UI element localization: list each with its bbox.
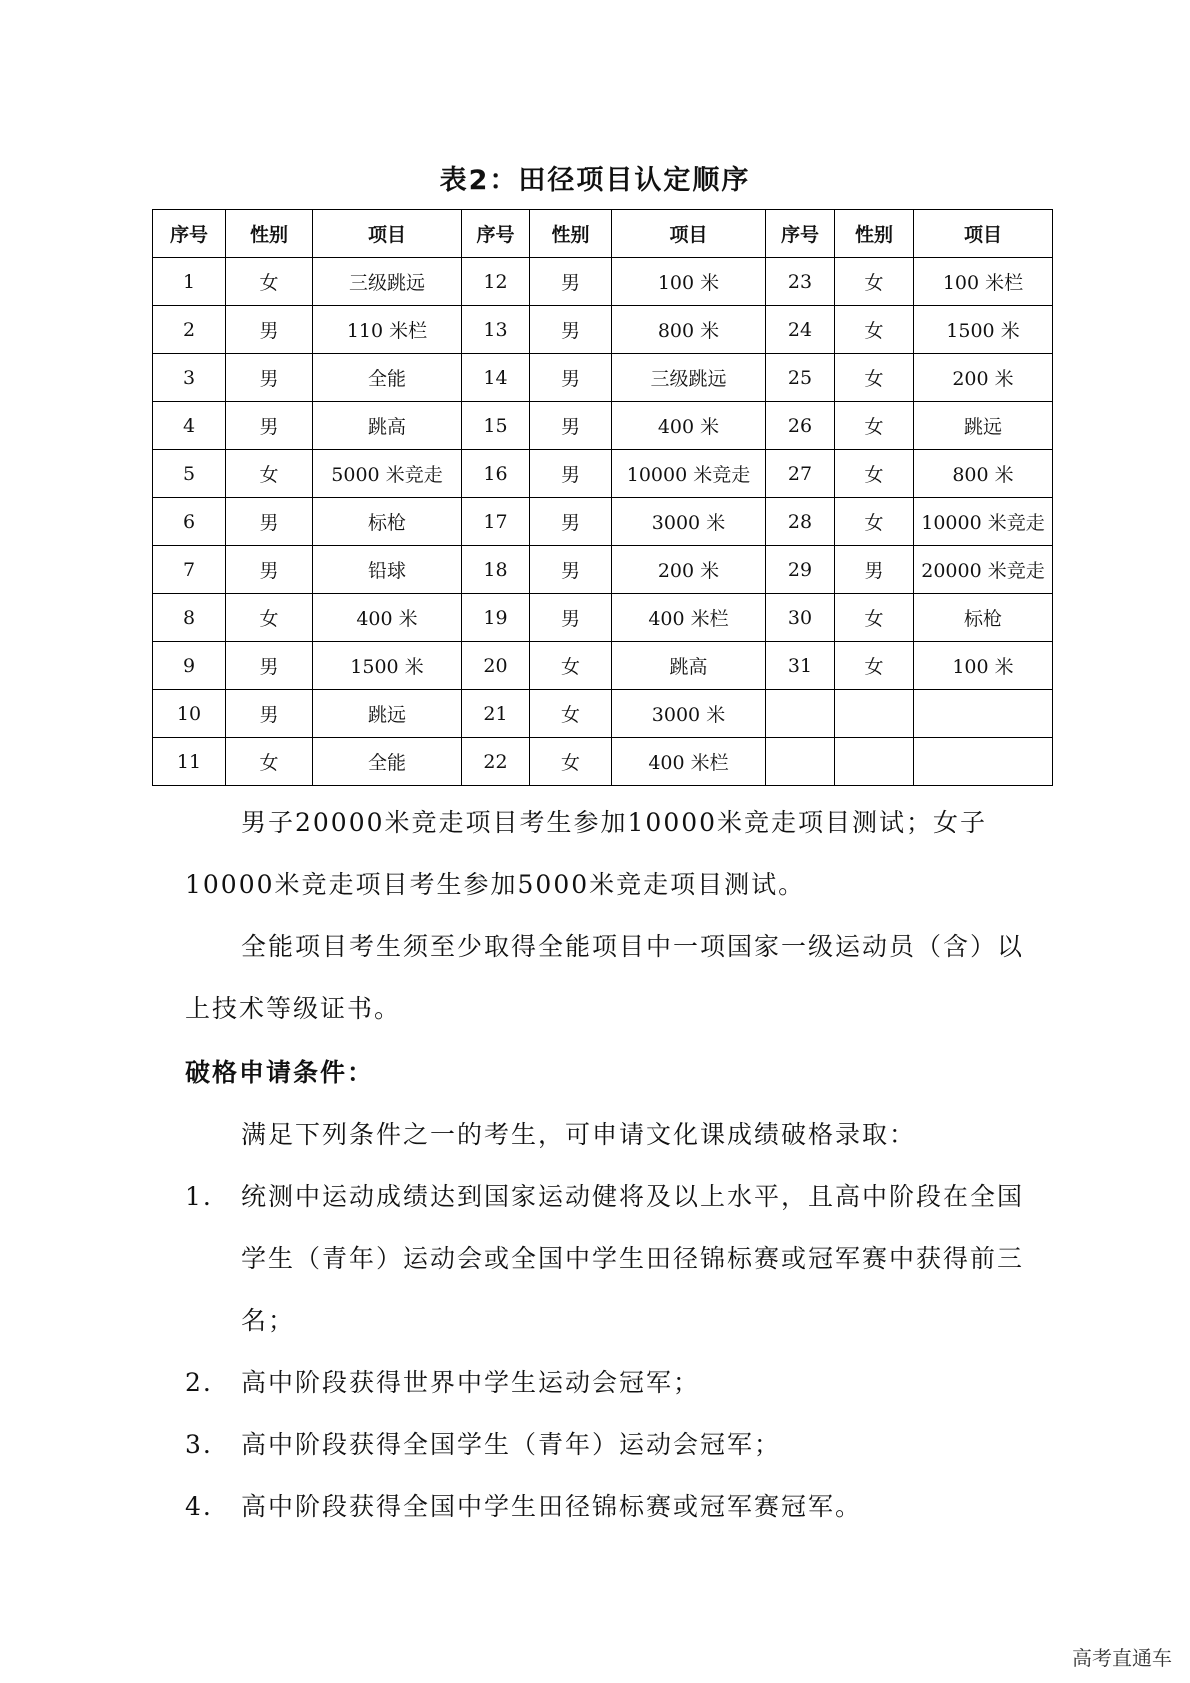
table-cell: 16 bbox=[462, 450, 530, 498]
table-row bbox=[153, 594, 1053, 642]
table-cell: 男 bbox=[226, 498, 313, 546]
list-text: 高中阶段获得全国中学生田径锦标赛或冠军赛冠军。 bbox=[241, 1492, 863, 1521]
table-cell: 6 bbox=[153, 498, 226, 546]
table-cell: 女 bbox=[226, 450, 313, 498]
table-title: 表2：田径项目认定顺序 bbox=[439, 165, 751, 196]
table-cell: 女 bbox=[835, 402, 914, 450]
table-cell: 25 bbox=[766, 354, 835, 402]
table-cell: 400 米 bbox=[612, 402, 766, 450]
table-cell: 男 bbox=[226, 690, 313, 738]
table-cell: 11 bbox=[153, 738, 226, 786]
table-cell: 1500 米 bbox=[313, 642, 462, 690]
table-cell: 女 bbox=[835, 498, 914, 546]
table-cell: 22 bbox=[462, 738, 530, 786]
table-cell: 400 米栏 bbox=[612, 738, 766, 786]
list-number: 2. bbox=[185, 1368, 213, 1397]
table-cell: 1 bbox=[153, 258, 226, 306]
table-cell: 5 bbox=[153, 450, 226, 498]
event-ranking-table bbox=[152, 209, 1053, 786]
table-cell: 男 bbox=[226, 546, 313, 594]
table-header-cell: 性别 bbox=[835, 210, 914, 258]
table-cell: 铅球 bbox=[313, 546, 462, 594]
table-cell: 26 bbox=[766, 402, 835, 450]
table-cell: 女 bbox=[835, 642, 914, 690]
table-cell: 18 bbox=[462, 546, 530, 594]
table-cell: 女 bbox=[835, 306, 914, 354]
table-cell: 13 bbox=[462, 306, 530, 354]
table-cell: 100 米栏 bbox=[914, 258, 1053, 306]
table-cell: 20000 米竞走 bbox=[914, 546, 1053, 594]
condition-item-2 bbox=[185, 1352, 1025, 1414]
table-cell: 跳高 bbox=[313, 402, 462, 450]
table-cell: 女 bbox=[226, 594, 313, 642]
exception-heading: 破格申请条件： bbox=[185, 1058, 375, 1087]
table-cell: 4 bbox=[153, 402, 226, 450]
table-cell: 男 bbox=[530, 354, 612, 402]
table-cell: 400 米栏 bbox=[612, 594, 766, 642]
exception-intro: 满足下列条件之一的考生，可申请文化课成绩破格录取： bbox=[241, 1120, 917, 1149]
table-cell: 27 bbox=[766, 450, 835, 498]
condition-item-4 bbox=[185, 1476, 1025, 1538]
table-cell: 女 bbox=[835, 594, 914, 642]
table-header-cell: 序号 bbox=[462, 210, 530, 258]
table-cell: 女 bbox=[226, 258, 313, 306]
table-cell: 110 米栏 bbox=[313, 306, 462, 354]
list-text: 统测中运动成绩达到国家运动健将及以上水平，且高中阶段在全国学生（青年）运动会或全国中学生田径锦标赛或冠军赛中获得前三名； bbox=[241, 1182, 1025, 1335]
table-cell: 15 bbox=[462, 402, 530, 450]
table-header-cell: 性别 bbox=[226, 210, 313, 258]
table-cell: 12 bbox=[462, 258, 530, 306]
table-header-cell: 性别 bbox=[530, 210, 612, 258]
table-cell: 100 米 bbox=[612, 258, 766, 306]
table-row bbox=[153, 690, 1053, 738]
table-cell: 2 bbox=[153, 306, 226, 354]
table-cell bbox=[766, 690, 835, 738]
table-cell: 三级跳远 bbox=[612, 354, 766, 402]
table-cell: 男 bbox=[530, 402, 612, 450]
table-cell: 21 bbox=[462, 690, 530, 738]
table-header-cell: 序号 bbox=[766, 210, 835, 258]
table-cell: 17 bbox=[462, 498, 530, 546]
table-cell: 29 bbox=[766, 546, 835, 594]
table-header-cell: 项目 bbox=[914, 210, 1053, 258]
condition-item-3 bbox=[185, 1414, 1025, 1476]
all-round-paragraph: 全能项目考生须至少取得全能项目中一项国家一级运动员（含）以上技术等级证书。 bbox=[185, 932, 1025, 1023]
table-cell: 10 bbox=[153, 690, 226, 738]
table-cell: 女 bbox=[530, 738, 612, 786]
table-cell: 200 米 bbox=[612, 546, 766, 594]
table-cell bbox=[914, 690, 1053, 738]
watermark: 高考直通车 bbox=[1072, 1646, 1172, 1670]
table-row bbox=[153, 546, 1053, 594]
table-cell: 男 bbox=[835, 546, 914, 594]
list-number: 1. bbox=[185, 1182, 213, 1211]
table-header-cell: 项目 bbox=[612, 210, 766, 258]
table-header-cell: 项目 bbox=[313, 210, 462, 258]
table-cell: 跳远 bbox=[914, 402, 1053, 450]
list-number: 4. bbox=[185, 1492, 213, 1521]
table-cell: 10000 米竞走 bbox=[914, 498, 1053, 546]
table-cell bbox=[835, 738, 914, 786]
table-cell: 23 bbox=[766, 258, 835, 306]
table-cell: 800 米 bbox=[612, 306, 766, 354]
table-cell: 男 bbox=[530, 546, 612, 594]
table-cell: 女 bbox=[530, 690, 612, 738]
table-cell: 三级跳远 bbox=[313, 258, 462, 306]
table-cell: 标枪 bbox=[313, 498, 462, 546]
table-cell: 100 米 bbox=[914, 642, 1053, 690]
table-cell: 400 米 bbox=[313, 594, 462, 642]
table-cell bbox=[835, 690, 914, 738]
table-row bbox=[153, 354, 1053, 402]
table-row bbox=[153, 402, 1053, 450]
table-cell: 跳远 bbox=[313, 690, 462, 738]
condition-item-1 bbox=[185, 1166, 1025, 1352]
table-cell: 男 bbox=[226, 354, 313, 402]
table-row bbox=[153, 642, 1053, 690]
table-cell: 女 bbox=[530, 642, 612, 690]
table-header-row bbox=[153, 210, 1053, 258]
table-cell: 14 bbox=[462, 354, 530, 402]
table-cell: 30 bbox=[766, 594, 835, 642]
table-cell: 31 bbox=[766, 642, 835, 690]
table-row bbox=[153, 450, 1053, 498]
table-cell: 9 bbox=[153, 642, 226, 690]
table-cell: 女 bbox=[835, 450, 914, 498]
table-cell: 女 bbox=[835, 258, 914, 306]
table-cell: 男 bbox=[530, 450, 612, 498]
table-row bbox=[153, 306, 1053, 354]
table-cell: 3 bbox=[153, 354, 226, 402]
table-row bbox=[153, 738, 1053, 786]
table-cell: 24 bbox=[766, 306, 835, 354]
table-row bbox=[153, 498, 1053, 546]
race-walk-paragraph: 男子20000米竞走项目考生参加10000米竞走项目测试；女子10000米竞走项目考生参加5000米竞走项目测试。 bbox=[185, 808, 988, 899]
table-cell: 全能 bbox=[313, 354, 462, 402]
table-cell: 10000 米竞走 bbox=[612, 450, 766, 498]
table-cell: 7 bbox=[153, 546, 226, 594]
table-header-cell: 序号 bbox=[153, 210, 226, 258]
list-text: 高中阶段获得全国学生（青年）运动会冠军； bbox=[241, 1430, 782, 1459]
table-row bbox=[153, 258, 1053, 306]
table-cell: 男 bbox=[226, 642, 313, 690]
table-cell: 3000 米 bbox=[612, 690, 766, 738]
table-cell: 19 bbox=[462, 594, 530, 642]
table-cell: 男 bbox=[226, 402, 313, 450]
table-cell: 800 米 bbox=[914, 450, 1053, 498]
table-cell bbox=[914, 738, 1053, 786]
table-cell: 跳高 bbox=[612, 642, 766, 690]
table-cell: 全能 bbox=[313, 738, 462, 786]
table-cell: 8 bbox=[153, 594, 226, 642]
table-cell: 标枪 bbox=[914, 594, 1053, 642]
list-text: 高中阶段获得世界中学生运动会冠军； bbox=[241, 1368, 701, 1397]
table-cell: 女 bbox=[835, 354, 914, 402]
table-cell: 200 米 bbox=[914, 354, 1053, 402]
table-cell: 5000 米竞走 bbox=[313, 450, 462, 498]
table-cell: 男 bbox=[530, 594, 612, 642]
table-cell: 女 bbox=[226, 738, 313, 786]
table-cell: 男 bbox=[530, 258, 612, 306]
table-cell: 1500 米 bbox=[914, 306, 1053, 354]
table-cell: 男 bbox=[530, 498, 612, 546]
table-cell bbox=[766, 738, 835, 786]
table-cell: 3000 米 bbox=[612, 498, 766, 546]
table-cell: 男 bbox=[226, 306, 313, 354]
table-cell: 28 bbox=[766, 498, 835, 546]
table-cell: 男 bbox=[530, 306, 612, 354]
table-cell: 20 bbox=[462, 642, 530, 690]
list-number: 3. bbox=[185, 1430, 213, 1459]
